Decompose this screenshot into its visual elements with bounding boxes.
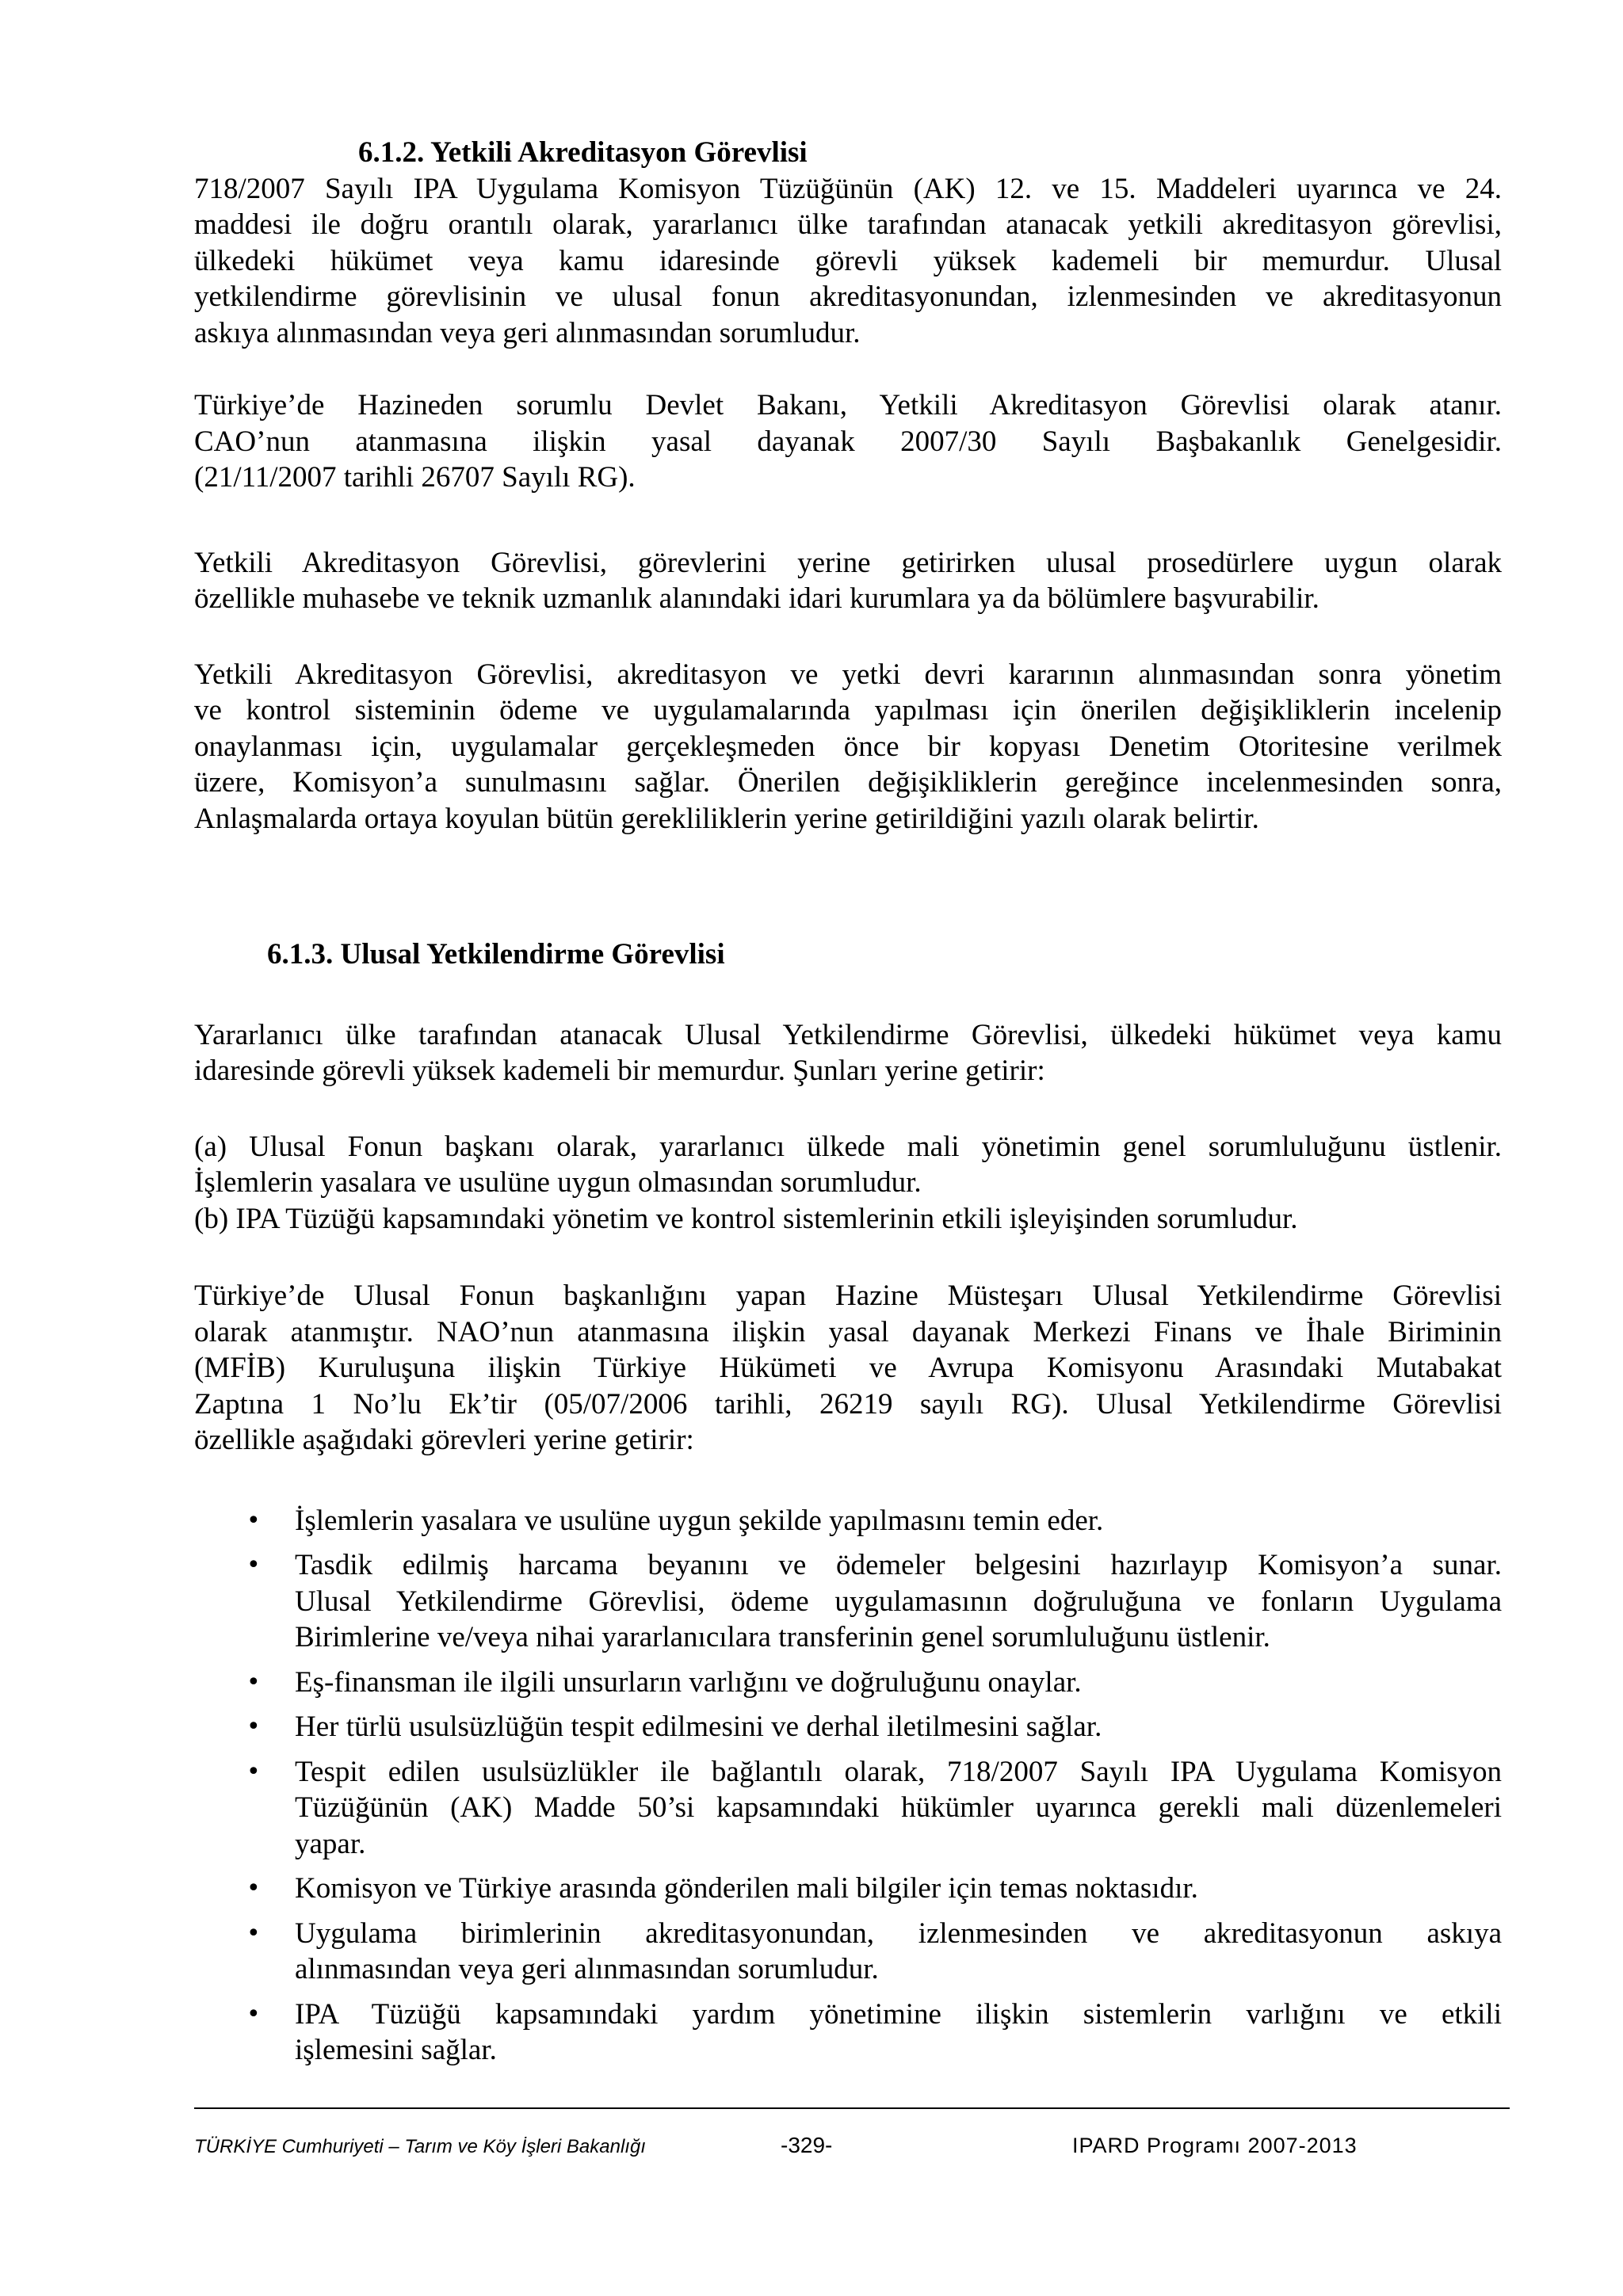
- bullet-icon: •: [246, 1551, 261, 1579]
- paragraph-nao-definition: [194, 1017, 1502, 1089]
- text-line: Yetkili Akreditasyon Görevlisi, görevlerini yerine getirirken ulusal prosedürlere uygun olarak: [194, 546, 1502, 579]
- text-line: maddesi ile doğru orantılı olarak, yararlanıcı ülke tarafından atanacak yetkili akreditasyon görevlisi,: [194, 208, 1502, 241]
- footer-ministry: TÜRKİYE Cumhuriyeti – Tarım ve Köy İşleri Bakanlığı: [194, 2136, 646, 2157]
- text-line: Uygulama birimlerinin akreditasyonundan, izlenmesinden ve akreditasyonun askıya: [295, 1917, 1502, 1950]
- bullet-icon: •: [246, 1668, 261, 1696]
- text-line: yapar.: [295, 1827, 366, 1860]
- text-line: yetkilendirme görevlisinin ve ulusal fonun akreditasyonundan, izlenmesinden ve akreditasyonun: [194, 280, 1502, 313]
- footer-program: IPARD Programı 2007-2013: [1072, 2134, 1358, 2157]
- text-line: Eş-finansman ile ilgili unsurların varlığını ve doğruluğunu onaylar.: [295, 1665, 1082, 1699]
- list-item: [194, 1547, 1502, 1656]
- paragraph-cao-changes: [194, 657, 1502, 837]
- text-line: olarak atanmıştır. NAO’nun atanmasına ilişkin yasal dayanak Merkezi Finans ve İhale Biriminin: [194, 1315, 1502, 1348]
- paragraph-cao-definition: [194, 171, 1502, 352]
- text-line: (MFİB) Kuruluşuna ilişkin Türkiye Hükümeti ve Avrupa Komisyonu Arasındaki Mutabakat: [194, 1352, 1502, 1384]
- text-line: alınmasından veya geri alınmasından sorumludur.: [295, 1953, 879, 1985]
- paragraph-cao-duties: [194, 545, 1502, 617]
- text-line: IPA Tüzüğü kapsamındaki yardım yönetimine ilişkin sistemlerin varlığını ve etkili: [295, 1997, 1502, 2031]
- text-line: Ulusal Yetkilendirme Görevlisi, ödeme uygulamasının doğruluğuna ve fonların Uygulama: [295, 1585, 1502, 1618]
- text-line: CAO’nun atanmasına ilişkin yasal dayanak 2007/30 Sayılı Başbakanlık Genelgesidir.: [194, 425, 1502, 458]
- text-line: Komisyon ve Türkiye arasında gönderilen mali bilgiler için temas noktasıdır.: [295, 1872, 1198, 1905]
- text-line: (21/11/2007 tarihli 26707 Sayılı RG).: [194, 461, 636, 494]
- text-line: Türkiye’de Hazineden sorumlu Devlet Bakanı, Yetkili Akreditasyon Görevlisi olarak atanır.: [194, 389, 1502, 421]
- text-line: (a) Ulusal Fonun başkanı olarak, yararlanıcı ülkede mali yönetimin genel sorumluluğunu üstlenir.: [194, 1130, 1502, 1163]
- bullet-icon: •: [246, 1757, 261, 1786]
- text-line: Türkiye’de Ulusal Fonun başkanlığını yapan Hazine Müsteşarı Ulusal Yetkilendirme Görevlisi: [194, 1280, 1502, 1312]
- list-item: [194, 1665, 1502, 1701]
- bullet-icon: •: [246, 1713, 261, 1741]
- text-line: Zaptına 1 No’lu Ek’tir (05/07/2006 tarihli, 26219 sayılı RG). Ulusal Yetkilendirme Görevlisi: [194, 1387, 1502, 1421]
- page-content: [194, 135, 1502, 2077]
- list-item: [194, 1916, 1502, 1988]
- text-line: (b) IPA Tüzüğü kapsamındaki yönetim ve kontrol sistemlerinin etkili işleyişinden sorumludur.: [194, 1202, 1298, 1235]
- paragraph-cao-turkey: [194, 387, 1502, 496]
- text-line: ülkedeki hükümet veya kamu idaresinde görevli yüksek kademeli bir memurdur. Ulusal: [194, 244, 1502, 277]
- text-line: Anlaşmalarda ortaya koyulan bütün gerekliliklerin yerine getirildiğini yazılı olarak belirtir.: [194, 802, 1259, 835]
- text-line: ve kontrol sisteminin ödeme ve uygulamalarında yapılması için önerilen değişikliklerin incelenip: [194, 694, 1502, 727]
- text-line: İşlemlerin yasalara ve usulüne uygun şekilde yapılmasını temin eder.: [295, 1504, 1104, 1537]
- text-line: onaylanması için, uygulamalar gerçekleşmeden önce bir kopyası Denetim Otoritesine verilmek: [194, 730, 1502, 763]
- list-item: [194, 1754, 1502, 1863]
- paragraph-nao-responsibilities: [194, 1129, 1502, 1238]
- bullet-icon: •: [246, 1506, 261, 1535]
- text-line: Tüzüğünün (AK) Madde 50’si kapsamındaki hükümler uyarınca gerekli mali düzenlemeleri: [295, 1791, 1502, 1824]
- text-line: Her türlü usulsüzlüğün tespit edilmesini ve derhal iletilmesini sağlar.: [295, 1711, 1102, 1743]
- footer-page-number: -329-: [781, 2133, 833, 2157]
- list-item: [194, 1997, 1502, 2069]
- bullet-icon: •: [246, 1875, 261, 1902]
- page-footer: [0, 2133, 1623, 2164]
- section-heading-6-1-2: 6.1.2. Yetkili Akreditasyon Görevlisi: [358, 136, 808, 169]
- text-line: Tespit edilen usulsüzlükler ile bağlantılı olarak, 718/2007 Sayılı IPA Uygulama Komisyon: [295, 1755, 1502, 1788]
- nao-duties-list: [194, 1503, 1502, 2069]
- text-line: askıya alınmasından veya geri alınmasından sorumludur.: [194, 316, 861, 349]
- text-line: Yararlanıcı ülke tarafından atanacak Ulusal Yetkilendirme Görevlisi, ülkedeki hükümet veya kamu: [194, 1018, 1502, 1051]
- text-line: özellikle muhasebe ve teknik uzmanlık alanındaki idari kurumlara ya da bölümlere başvurabilir.: [194, 582, 1319, 615]
- text-line: işlemesini sağlar.: [295, 2034, 497, 2066]
- paragraph-nao-turkey: [194, 1278, 1502, 1459]
- text-line: İşlemlerin yasalara ve usulüne uygun olmasından sorumludur.: [194, 1166, 922, 1199]
- text-line: idaresinde görevli yüksek kademeli bir memurdur. Şunları yerine getirir:: [194, 1055, 1045, 1087]
- section-heading-6-1-3: 6.1.3. Ulusal Yetkilendirme Görevlisi: [267, 938, 725, 971]
- list-item: [194, 1503, 1502, 1539]
- text-line: üzere, Komisyon’a sunulmasını sağlar. Önerilen değişikliklerin gereğince incelenmesinden sonra,: [194, 766, 1502, 799]
- bullet-icon: •: [246, 1919, 261, 1947]
- text-line: Yetkili Akreditasyon Görevlisi, akreditasyon ve yetki devri kararının alınmasından sonra yönetim: [194, 658, 1502, 691]
- text-line: özellikle aşağıdaki görevleri yerine getirir:: [194, 1424, 694, 1456]
- list-item: [194, 1709, 1502, 1745]
- text-line: 718/2007 Sayılı IPA Uygulama Komisyon Tüzüğünün (AK) 12. ve 15. Maddeleri uyarınca ve 24.: [194, 172, 1502, 205]
- text-line: Tasdik edilmiş harcama beyanını ve ödemeler belgesini hazırlayıp Komisyon’a sunar.: [295, 1549, 1502, 1581]
- bullet-icon: •: [246, 2000, 261, 2028]
- text-line: Birimlerine ve/veya nihai yararlanıcılara transferinin genel sorumluluğunu üstlenir.: [295, 1621, 1270, 1653]
- footer-divider: [194, 2107, 1510, 2109]
- list-item: [194, 1871, 1502, 1907]
